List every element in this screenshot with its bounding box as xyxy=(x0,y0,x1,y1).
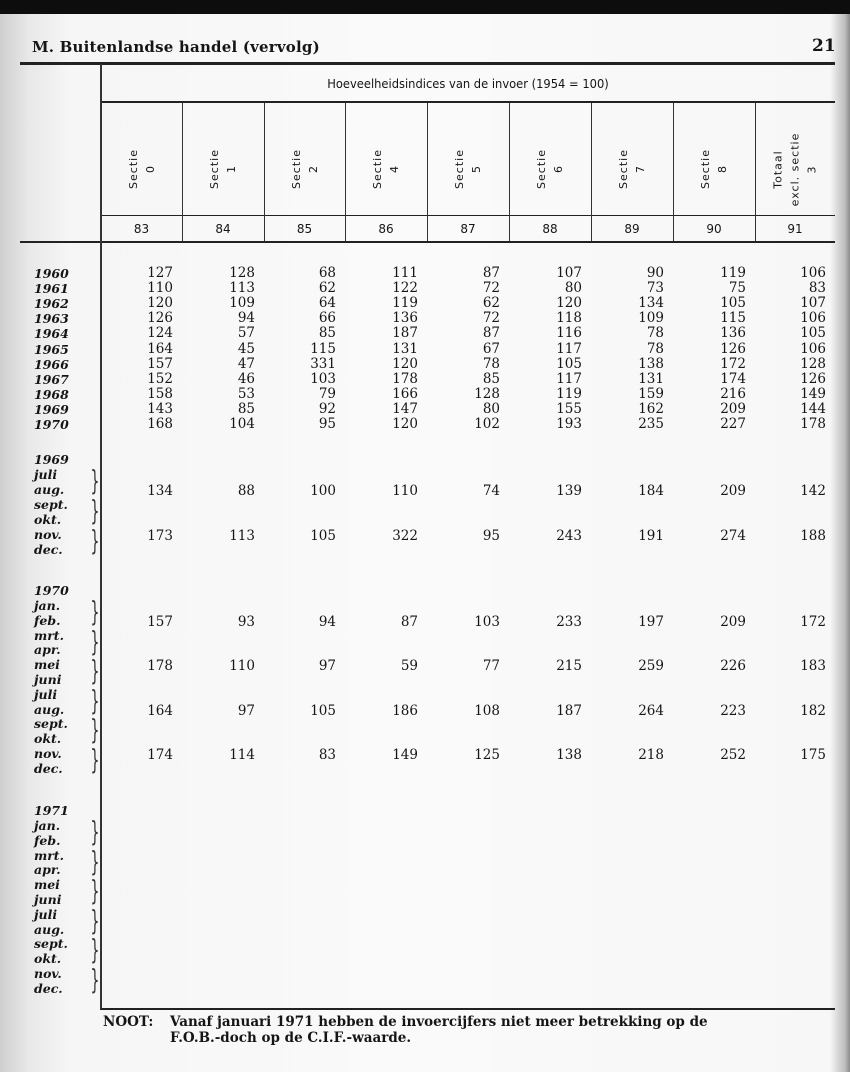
table-cell: 78 xyxy=(646,340,664,357)
table-cell: 105 xyxy=(310,702,336,719)
month-label: juni xyxy=(34,892,62,907)
table-cell: 85 xyxy=(237,400,255,417)
table-cell: 46 xyxy=(237,370,255,387)
table-cell: 119 xyxy=(720,265,746,281)
table-title: Hoeveelheidsindices van de invoer (1954 = 100) xyxy=(327,76,609,91)
month-label: juli xyxy=(34,686,58,702)
brace-icon: } xyxy=(90,815,100,848)
brace-icon: } xyxy=(90,494,100,527)
column-header-label: Sectie 6 xyxy=(535,149,565,189)
table-cell: 114 xyxy=(229,747,255,763)
table-cell: 128 xyxy=(474,385,500,402)
table-cell: 125 xyxy=(474,747,500,763)
table-cell: 103 xyxy=(474,613,500,630)
table-cell: 274 xyxy=(720,528,746,544)
table-cell: 122 xyxy=(392,280,418,297)
table-cell: 107 xyxy=(800,295,826,312)
table-cell: 138 xyxy=(556,747,582,763)
brace-icon: } xyxy=(90,713,100,747)
brace-icon: } xyxy=(90,654,100,688)
rule-heads xyxy=(101,215,835,216)
table-cell: 87 xyxy=(400,613,418,630)
table-cell: 157 xyxy=(147,355,173,372)
table-cell: 136 xyxy=(392,310,418,327)
column-header xyxy=(673,124,755,214)
table-cell: 124 xyxy=(147,325,173,342)
month-label: mrt. xyxy=(34,847,64,863)
table-cell: 74 xyxy=(482,483,500,499)
table-cell: 183 xyxy=(800,658,826,675)
table-cell: 108 xyxy=(474,702,500,719)
table-cell: 147 xyxy=(392,400,418,417)
table-cell: 93 xyxy=(237,613,255,630)
table-cell: 95 xyxy=(318,416,336,432)
table-cell: 186 xyxy=(392,702,418,719)
table-cell: 139 xyxy=(556,483,582,499)
table-cell: 191 xyxy=(638,528,664,544)
month-label: jan. xyxy=(34,818,61,833)
column-header-label: Sectie 0 xyxy=(126,149,157,189)
table-cell: 97 xyxy=(237,702,255,719)
row-label-year: 1968 xyxy=(34,386,69,402)
table-cell: 187 xyxy=(392,325,418,342)
group-year-label: 1971 xyxy=(34,803,69,818)
month-label: aug. xyxy=(34,921,65,937)
month-label: feb. xyxy=(34,832,61,848)
table-cell: 59 xyxy=(400,658,418,675)
table-cell: 184 xyxy=(638,483,664,499)
brace-icon: } xyxy=(90,903,100,937)
table-cell: 88 xyxy=(237,483,255,499)
month-label: mrt. xyxy=(34,627,64,643)
month-label: mei xyxy=(34,657,60,673)
footnote xyxy=(103,1014,708,1046)
table-cell: 117 xyxy=(556,340,582,357)
brace-icon: } xyxy=(90,683,100,717)
month-label: apr. xyxy=(34,642,61,658)
table-cell: 119 xyxy=(556,385,582,402)
table-cell: 92 xyxy=(318,400,336,417)
table-cell: 128 xyxy=(229,265,255,281)
table-cell: 66 xyxy=(318,310,336,327)
table-cell: 178 xyxy=(392,370,418,387)
scan-border xyxy=(0,0,850,14)
rule-bottom xyxy=(100,1008,835,1010)
table-cell: 175 xyxy=(800,747,826,763)
table-cell: 126 xyxy=(800,370,826,387)
table-cell: 215 xyxy=(556,658,582,675)
table-cell: 106 xyxy=(800,265,826,281)
table-cell: 164 xyxy=(147,340,173,357)
table-cell: 102 xyxy=(474,416,500,432)
brace-icon: } xyxy=(90,933,100,967)
brace-icon: } xyxy=(90,963,100,996)
column-header xyxy=(101,124,182,214)
table-cell: 120 xyxy=(147,295,173,312)
table-cell: 77 xyxy=(482,658,500,675)
table-cell: 174 xyxy=(720,370,746,387)
table-cell: 116 xyxy=(556,325,582,342)
table-cell: 264 xyxy=(638,702,664,719)
table-cell: 72 xyxy=(482,310,500,327)
column-header xyxy=(182,124,264,214)
table-cell: 94 xyxy=(237,310,255,327)
table-cell: 106 xyxy=(800,340,826,357)
table-cell: 252 xyxy=(720,747,746,763)
table-cell: 172 xyxy=(800,613,826,630)
table-cell: 172 xyxy=(720,355,746,372)
table-cell: 53 xyxy=(237,385,255,402)
table-cell: 126 xyxy=(720,340,746,357)
table-cell: 134 xyxy=(147,483,173,499)
table-cell: 131 xyxy=(638,370,664,387)
column-header xyxy=(755,124,835,214)
table-cell: 80 xyxy=(482,400,500,417)
table-cell: 155 xyxy=(556,400,582,417)
month-label: nov. xyxy=(34,527,62,542)
table-cell: 110 xyxy=(392,483,418,499)
column-header xyxy=(345,124,427,214)
table-cell: 131 xyxy=(392,340,418,357)
table-cell: 73 xyxy=(646,280,664,297)
column-number: 89 xyxy=(624,222,640,236)
table-cell: 227 xyxy=(720,416,746,432)
table-cell: 120 xyxy=(556,295,582,312)
table-cell: 143 xyxy=(147,400,173,417)
footnote-line-2: F.O.B.-doch op de C.I.F.-waarde. xyxy=(170,1030,412,1046)
table-cell: 209 xyxy=(720,613,746,630)
group-year-label: 1970 xyxy=(34,583,69,598)
table-cell: 87 xyxy=(482,265,500,281)
table-cell: 226 xyxy=(720,658,746,675)
month-label: feb. xyxy=(34,612,61,628)
table-cell: 182 xyxy=(800,702,826,719)
table-cell: 113 xyxy=(229,280,255,297)
table-cell: 174 xyxy=(147,747,173,763)
brace-icon: } xyxy=(90,464,100,497)
table-cell: 120 xyxy=(392,355,418,372)
table-cell: 115 xyxy=(720,310,746,327)
table-cell: 105 xyxy=(310,528,336,544)
table-cell: 87 xyxy=(482,325,500,342)
month-label: nov. xyxy=(34,966,62,981)
table-cell: 149 xyxy=(392,747,418,763)
table-cell: 168 xyxy=(147,416,173,432)
table-cell: 62 xyxy=(482,295,500,312)
row-label-year: 1961 xyxy=(34,281,69,297)
brace-icon: } xyxy=(90,844,100,878)
table-cell: 94 xyxy=(318,613,336,630)
column-number: 86 xyxy=(378,222,394,236)
row-label-year: 1969 xyxy=(34,401,69,417)
table-cell: 164 xyxy=(147,702,173,719)
month-label: dec. xyxy=(34,760,63,776)
month-label: juni xyxy=(34,672,62,687)
column-number: 91 xyxy=(787,222,803,236)
page-number: 21 xyxy=(812,36,836,56)
row-label-year: 1964 xyxy=(34,326,69,342)
table-cell: 79 xyxy=(318,385,336,402)
table-cell: 197 xyxy=(638,613,664,630)
month-label: sept. xyxy=(34,936,68,952)
table-cell: 119 xyxy=(392,295,418,312)
table-cell: 110 xyxy=(147,280,173,297)
table-cell: 62 xyxy=(318,280,336,297)
table-cell: 110 xyxy=(229,658,255,675)
table-cell: 136 xyxy=(720,325,746,342)
table-cell: 47 xyxy=(237,355,255,372)
table-cell: 126 xyxy=(147,310,173,327)
month-label: okt. xyxy=(34,951,62,967)
table-cell: 322 xyxy=(392,528,418,544)
table-cell: 68 xyxy=(318,265,336,281)
table-cell: 144 xyxy=(800,400,826,417)
table-cell: 152 xyxy=(147,370,173,387)
table-cell: 67 xyxy=(482,340,500,357)
table-cell: 187 xyxy=(556,702,582,719)
table-cell: 85 xyxy=(318,325,336,342)
footnote-label: NOOT: xyxy=(103,1014,154,1030)
row-label-year: 1960 xyxy=(34,266,69,281)
page-title: M. Buitenlandse handel (vervolg) xyxy=(32,38,320,56)
table-cell: 117 xyxy=(556,370,582,387)
table-cell: 105 xyxy=(556,355,582,372)
table-cell: 233 xyxy=(556,613,582,630)
table-cell: 95 xyxy=(482,528,500,544)
table-cell: 115 xyxy=(310,340,336,357)
table-cell: 64 xyxy=(318,295,336,312)
table-cell: 158 xyxy=(147,385,173,402)
column-number: 88 xyxy=(542,222,558,236)
column-number: 87 xyxy=(460,222,476,236)
column-header-label: Sectie 2 xyxy=(289,149,320,189)
table-cell: 178 xyxy=(800,416,826,432)
rule-numbers xyxy=(20,241,835,243)
month-label: okt. xyxy=(34,731,62,747)
table-cell: 105 xyxy=(720,295,746,312)
table-cell: 72 xyxy=(482,280,500,297)
column-number: 84 xyxy=(215,222,231,236)
table-cell: 78 xyxy=(482,355,500,372)
table-cell: 166 xyxy=(392,385,418,402)
column-number: 85 xyxy=(296,222,313,236)
rule-top xyxy=(20,62,835,65)
row-label-year: 1963 xyxy=(34,311,69,327)
table-cell: 159 xyxy=(638,385,664,402)
brace-icon: } xyxy=(90,524,100,557)
row-label-year: 1970 xyxy=(34,417,69,432)
table-cell: 128 xyxy=(800,355,826,372)
rule-title xyxy=(101,101,835,103)
month-label: dec. xyxy=(34,980,63,996)
table-cell: 104 xyxy=(229,416,255,432)
row-label-year: 1966 xyxy=(34,356,69,372)
table-cell: 80 xyxy=(564,280,582,297)
table-cell: 120 xyxy=(392,416,418,432)
table-cell: 331 xyxy=(310,355,336,372)
table-cell: 209 xyxy=(720,483,746,499)
table-cell: 118 xyxy=(556,310,582,327)
month-label: okt. xyxy=(34,512,62,527)
month-label: jan. xyxy=(34,598,61,613)
table-cell: 83 xyxy=(808,280,826,297)
table-cell: 216 xyxy=(720,385,746,402)
table-cell: 149 xyxy=(800,385,826,402)
column-header-label: Sectie 5 xyxy=(453,149,483,189)
table-cell: 103 xyxy=(310,370,336,387)
month-label: mei xyxy=(34,877,60,893)
table-cell: 218 xyxy=(638,747,664,763)
month-label: nov. xyxy=(34,746,62,761)
table-cell: 83 xyxy=(318,747,336,763)
column-header xyxy=(427,124,509,214)
column-header xyxy=(264,124,345,214)
brace-icon: } xyxy=(90,624,100,658)
table-cell: 57 xyxy=(237,325,255,342)
table-cell: 113 xyxy=(229,528,255,544)
column-header-label: Sectie 1 xyxy=(208,149,238,189)
table-cell: 127 xyxy=(147,265,173,281)
month-label: dec. xyxy=(34,542,63,557)
brace-icon: } xyxy=(90,595,100,628)
table-cell: 109 xyxy=(638,310,664,327)
column-number: 83 xyxy=(133,222,150,236)
brace-icon: } xyxy=(90,874,100,908)
table-cell: 90 xyxy=(646,265,664,281)
table-cell: 138 xyxy=(638,355,664,372)
table-cell: 209 xyxy=(720,400,746,417)
column-header xyxy=(591,124,673,214)
table-cell: 259 xyxy=(638,658,664,675)
table-cell: 134 xyxy=(638,295,664,312)
table-cell: 243 xyxy=(556,528,582,544)
month-label: juli xyxy=(34,467,58,482)
month-label: apr. xyxy=(34,862,61,878)
brace-icon: } xyxy=(90,743,100,776)
table-cell: 97 xyxy=(318,658,336,675)
table-cell: 193 xyxy=(556,416,582,432)
column-header-label: Totaal excl. sectie 3 xyxy=(771,132,819,206)
month-label: aug. xyxy=(34,482,65,497)
month-label: juli xyxy=(34,906,58,922)
row-label-year: 1967 xyxy=(34,371,69,387)
table-cell: 105 xyxy=(800,325,826,342)
row-label-year: 1965 xyxy=(34,341,69,357)
column-number: 90 xyxy=(706,222,722,236)
table-cell: 157 xyxy=(147,613,173,630)
table-cell: 223 xyxy=(720,702,746,719)
column-header xyxy=(509,124,591,214)
column-header-label: Sectie 8 xyxy=(699,149,729,189)
table-cell: 188 xyxy=(800,528,826,544)
table-cell: 75 xyxy=(728,280,746,297)
table-cell: 109 xyxy=(229,295,255,312)
footnote-line-1: Vanaf januari 1971 hebben de invoercijfers niet meer betrekking op de xyxy=(170,1014,708,1030)
table-cell: 235 xyxy=(638,416,664,432)
table-cell: 45 xyxy=(237,340,255,357)
column-header-label: Sectie 4 xyxy=(371,149,401,189)
row-label-year: 1962 xyxy=(34,296,69,312)
table-cell: 100 xyxy=(310,483,336,499)
table-cell: 107 xyxy=(556,265,582,281)
column-header-label: Sectie 7 xyxy=(617,149,647,189)
month-label: sept. xyxy=(34,497,68,512)
table-cell: 142 xyxy=(800,483,826,499)
table-cell: 173 xyxy=(147,528,173,544)
table-cell: 111 xyxy=(392,265,418,281)
month-label: aug. xyxy=(34,701,65,717)
table-cell: 85 xyxy=(482,370,500,387)
month-label: sept. xyxy=(34,716,68,732)
group-year-label: 1969 xyxy=(34,452,69,467)
table-cell: 162 xyxy=(638,400,664,417)
table-cell: 78 xyxy=(646,325,664,342)
table-cell: 106 xyxy=(800,310,826,327)
table-cell: 178 xyxy=(147,658,173,675)
